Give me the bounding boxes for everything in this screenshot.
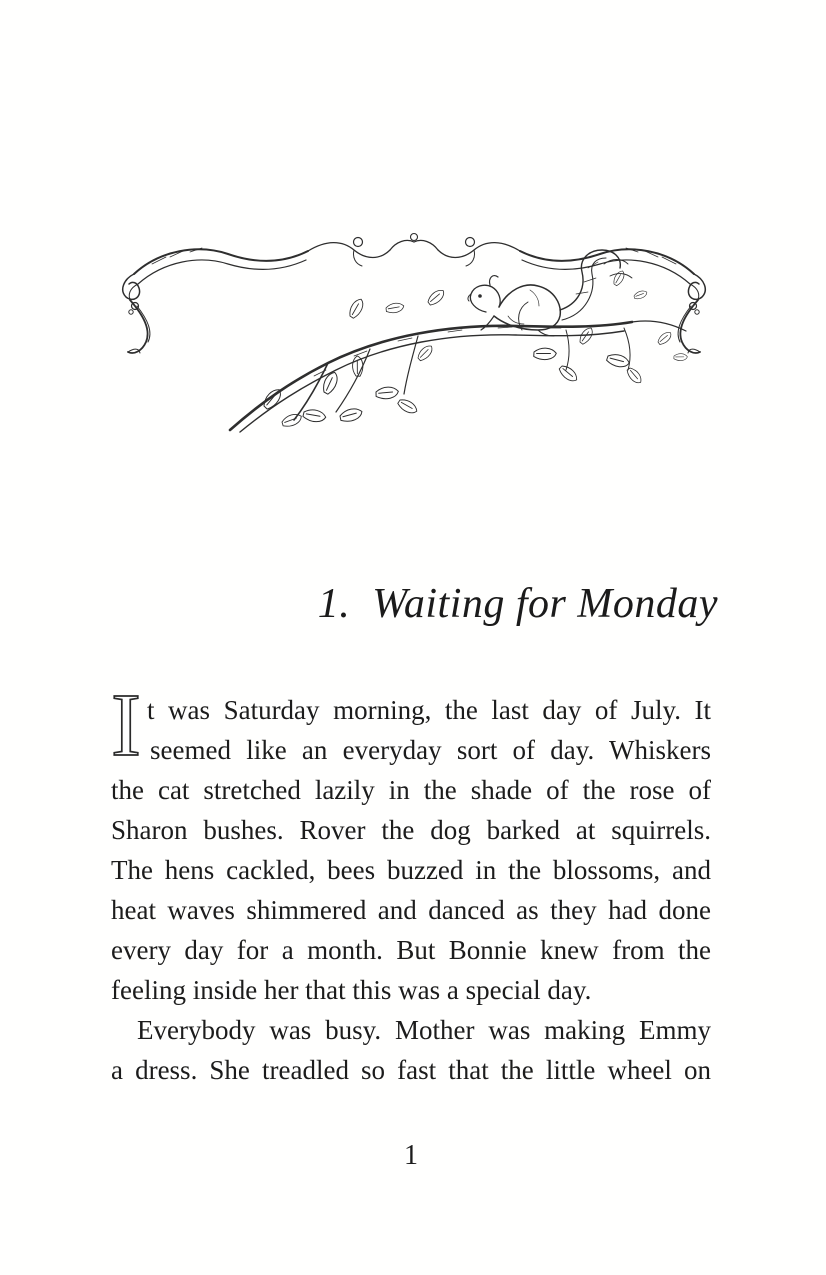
svg-text:I: I bbox=[111, 695, 141, 759]
text-line: every day for a month. But Bonnie knew from the bbox=[111, 935, 711, 965]
text-line: feeling inside her that this was a special day. bbox=[111, 975, 592, 1005]
paragraph bbox=[111, 690, 711, 1010]
chapter-ornament bbox=[118, 224, 710, 434]
text-line: the cat stretched lazily in the shade of the rose of bbox=[111, 775, 711, 805]
text-line: a dress. She treadled so fast that the little wheel on bbox=[111, 1055, 711, 1085]
page-number: 1 bbox=[404, 1140, 418, 1171]
text-line: The hens cackled, bees buzzed in the blossoms, and bbox=[111, 855, 711, 885]
chapter-title: 1. Waiting for Monday bbox=[317, 581, 718, 627]
left-ribbon-flourish bbox=[123, 248, 308, 353]
center-scrollwork bbox=[308, 234, 520, 267]
text-line: Sharon bushes. Rover the dog barked at squirrels. bbox=[111, 815, 711, 845]
text-line: heat waves shimmered and danced as they had done bbox=[111, 895, 711, 925]
leaves bbox=[260, 270, 687, 428]
text-line: seemed like an everyday sort of day. Whiskers bbox=[150, 735, 711, 765]
text-line: Everybody was busy. Mother was making Emmy bbox=[137, 1015, 711, 1045]
text-line: t was Saturday morning, the last day of July. It bbox=[147, 695, 711, 725]
paragraph bbox=[111, 1010, 711, 1090]
squirrel-on-branch-illustration bbox=[118, 224, 710, 434]
drop-cap-letter-I bbox=[109, 695, 143, 759]
squirrel bbox=[468, 250, 632, 336]
body-text bbox=[111, 690, 711, 1090]
right-ribbon-flourish bbox=[520, 248, 705, 353]
